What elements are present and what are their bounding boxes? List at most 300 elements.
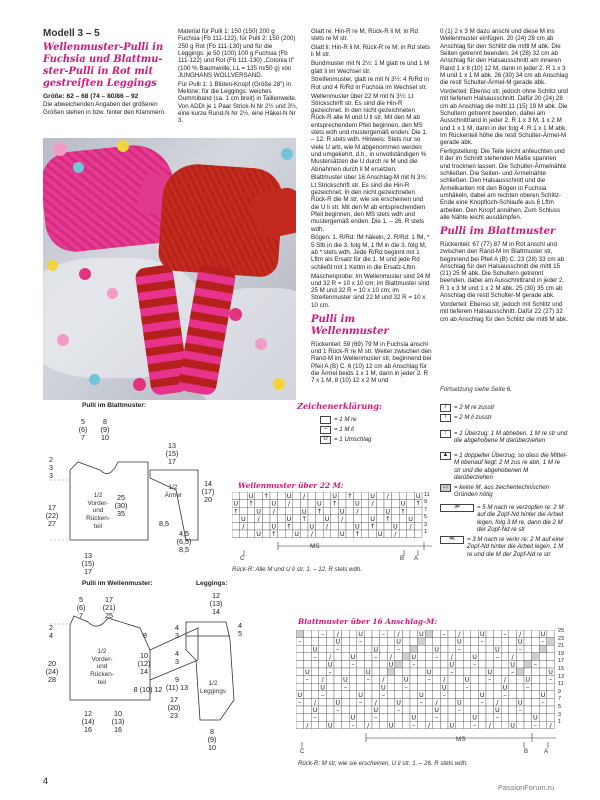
chart-cell-symbol: – <box>526 683 530 692</box>
chart-cell-symbol: U <box>419 630 424 639</box>
chart-cell <box>349 691 357 699</box>
chart-cell <box>478 714 486 722</box>
chart-cell <box>399 530 407 538</box>
dim: (21) <box>102 603 116 613</box>
chart-cell-symbol: U <box>301 507 307 516</box>
chart-cell <box>486 653 494 661</box>
chart-cell <box>357 706 365 714</box>
dim: 14 <box>212 607 220 617</box>
chart-cell <box>387 645 395 653</box>
chart-cell <box>293 492 301 500</box>
chart-cell <box>342 706 350 714</box>
chart-cell-symbol: U <box>381 683 386 692</box>
chart-cell <box>532 638 540 646</box>
chart-cell <box>486 645 494 653</box>
chart-cell <box>448 698 456 706</box>
chart-cell <box>501 668 509 676</box>
chart-cell <box>433 630 441 638</box>
row-number: 15 <box>558 665 564 672</box>
chart-cell-symbol: – <box>510 668 515 677</box>
chart-cell <box>349 706 357 714</box>
chart-cell <box>361 515 369 523</box>
chart-cell-symbol: U <box>335 698 341 707</box>
chart-cell-symbol: U <box>256 507 261 516</box>
chart-cell <box>463 630 471 638</box>
legend-item <box>440 452 568 481</box>
chart-cell-symbol: – <box>434 652 439 661</box>
dim: 35 <box>117 509 125 519</box>
chart-cell <box>387 714 395 722</box>
row-number: 9 <box>424 499 427 506</box>
chart-cell-symbol: – <box>518 645 522 654</box>
chart-cell <box>372 676 380 684</box>
chart-cell-symbol: / <box>374 698 377 707</box>
chart-cell <box>395 721 403 729</box>
chart-cell <box>376 507 384 515</box>
label-line: teil <box>97 678 107 686</box>
chart-cell-symbol: ↑ <box>233 507 239 516</box>
instruction-paragraph: Maschenprobe: Im Wellenmuster sind 24 M und 32 R = 10 x 10 cm; im Blattmuster sind 25 M und 32 R = 10 x 10 cm; im Streifenmuster sind 22 M und 32 R = 10 x 10 cm. <box>311 272 431 309</box>
chart-cell-symbol: U <box>517 637 523 646</box>
chart-cell <box>516 660 524 668</box>
dim: 8 <box>143 631 147 640</box>
chart-cell-symbol: U <box>472 713 477 722</box>
chart-cell <box>547 660 555 668</box>
chart-cell <box>440 668 448 676</box>
legend-item <box>440 404 568 412</box>
chart-cell <box>547 638 555 646</box>
chart-cell-symbol: – <box>419 698 424 707</box>
chart-cell <box>380 645 388 653</box>
chart-cell <box>486 660 494 668</box>
chart-cell-symbol: – <box>457 706 462 715</box>
chart-cell <box>440 714 448 722</box>
chart-cell <box>471 683 479 691</box>
chart-cell <box>418 668 426 676</box>
row-number: 3 <box>424 521 427 528</box>
chart-cell <box>380 714 388 722</box>
chart-cell <box>331 522 339 530</box>
label-line: 1/2 <box>97 648 107 655</box>
chart-cell-symbol: / <box>325 522 329 531</box>
chart-cell <box>410 706 418 714</box>
dim: 16 <box>114 725 122 735</box>
chart-cell <box>547 653 555 661</box>
chart-cell-symbol: – <box>366 675 370 684</box>
chart-cell <box>532 706 540 714</box>
row-number: 11 <box>558 681 564 688</box>
chart-cell <box>440 698 448 706</box>
chart-cell <box>311 676 319 684</box>
chart-cell <box>410 645 418 653</box>
chart-cell <box>516 676 524 684</box>
label-line: 1/2 <box>93 492 103 499</box>
chart-cell <box>532 668 540 676</box>
chart-cell <box>486 698 494 706</box>
chart-cell <box>448 691 456 699</box>
chart-cell <box>532 676 540 684</box>
chart-cell <box>304 630 312 638</box>
chart-cell <box>354 515 362 523</box>
chart-cell <box>319 653 327 661</box>
material-paragraph: Für Pulli 1: 1 Blüten-Knopf (Größe 28") in Melone; für die Leggings: weiches Gummiband (ca. 1 cm breit) in Taillenweite. Von ADDI je 1 Paar Strick-N Nr 2½ und 3½, eine kurze Rund-N Nr 2½, eine Häkel-N Nr 3. <box>178 80 298 125</box>
chart-cell <box>433 721 441 729</box>
chart-cell-symbol: U <box>449 660 455 669</box>
chart-cell-symbol: / <box>313 698 317 707</box>
chart-cell-symbol: / <box>549 721 552 730</box>
arrow-label-b: B <box>524 748 529 755</box>
chart-cell <box>471 706 479 714</box>
chart-cell-symbol: / <box>389 652 393 661</box>
chart-cell <box>334 653 342 661</box>
chart-cell-symbol: – <box>533 721 538 730</box>
chart-cell-symbol: – <box>351 660 355 669</box>
chart-cell <box>407 500 415 508</box>
chart-cell <box>380 706 388 714</box>
chart-cell-symbol: – <box>457 645 462 654</box>
no-stitch-symbol-icon: □ <box>440 484 451 492</box>
chart-cell <box>296 721 304 729</box>
chart-cell <box>402 714 410 722</box>
chart-cell-symbol: / <box>519 630 522 639</box>
chart-cell <box>532 653 540 661</box>
chart-cell <box>364 638 372 646</box>
legend-item <box>440 430 568 445</box>
material-paragraph: Material für Pulli 1: 150 (150) 200 g Fuchsia (Fb 111-122), für Pulli 2: 150 (200) 250 g Rot (Fb 111-130) und für die Leggings: je 50 (100) 100 g Fuchsia (Fb 111-122) und Rot (Fb 111-130) „Cotonia II" (100 % Baumwolle, LL = 135 m/50 g) von JUNGHANS WOLLVERSAND. <box>178 28 296 79</box>
chart-cell <box>425 706 433 714</box>
chart-cell <box>478 653 486 661</box>
chart-cell <box>326 638 334 646</box>
dim: 14 <box>204 479 212 488</box>
row-number: 23 <box>558 635 564 642</box>
dim: 8 <box>210 727 214 736</box>
chart-cell <box>308 492 316 500</box>
chart-cell <box>296 676 304 684</box>
chart-cell <box>433 668 441 676</box>
instruction-paragraph: Blattmuster über 16 Anschlag-M mit N 3½: Lt Strickschrift str. Es sind die Hin-R gezeichnet. In den nicht gezeichneten Rück-R die M str, wie sie erscheinen und die U li str. Mit den M ab entsprechendem Pfeil beginnen, den MS stets wdh und mustergemäß enden. Die 1. – 26. R stets wdh. <box>311 174 428 233</box>
chart-cell <box>240 530 248 538</box>
chart-cell <box>334 676 342 684</box>
chart-cell <box>262 507 270 515</box>
chart-cell <box>407 492 415 500</box>
chart-cell <box>433 638 441 646</box>
chart-cell <box>357 714 365 722</box>
chart-cell <box>539 653 547 661</box>
chart-cell <box>402 668 410 676</box>
instruction-paragraph: Rückenteil: 59 (69) 79 M in Fuchsia anschl und 1 Rück-R re M str. Weiter zwischen den Rand-M im Wellenmuster str, beginnend bei Pfeil A (B) C. 6 (10) 12 cm ab Anschlag für die Ärmel beids 1 x 1 M, dann in jeder 2. R 7 x 1 M, 8 (10) 12 x 2 M und <box>311 340 432 385</box>
chart-cell <box>342 638 350 646</box>
chart-cell <box>494 676 502 684</box>
chart-cell <box>387 638 395 646</box>
dim: 12 <box>84 709 92 718</box>
dim: 28 <box>48 675 56 685</box>
chart-cell <box>331 530 339 538</box>
legend-text: = 1 doppelter Überzug, so dass die Mittel-M obenauf liegt: 2 M zus re abh, 1 M re str und die abgehobenen M darüberziehen <box>454 452 567 481</box>
chart-cell <box>364 653 372 661</box>
dim: (6) <box>78 425 88 435</box>
chart-cell-symbol: – <box>374 713 378 722</box>
chart-cell-symbol: ↑ <box>301 514 307 523</box>
chart-cell <box>364 660 372 668</box>
chart-cell <box>349 668 357 676</box>
chart-cell-symbol: U <box>294 530 299 538</box>
label-line: und <box>96 663 108 671</box>
chart-cell <box>407 530 415 538</box>
chart-cell <box>448 706 456 714</box>
chart-cell <box>392 515 400 523</box>
chart-cell-symbol: U <box>457 698 462 707</box>
chart-cell <box>304 698 312 706</box>
chart-cell <box>364 698 372 706</box>
chart-cell <box>387 706 395 714</box>
chart-cell <box>278 515 286 523</box>
chart-cell <box>410 630 418 638</box>
double-decrease-symbol-icon: ▲ <box>440 452 451 460</box>
row-number: 3 <box>558 711 561 718</box>
title-line: ster-Pulli in Rot mit <box>43 65 154 77</box>
chart-cell <box>342 691 350 699</box>
chart-cell <box>372 668 380 676</box>
arrow-label-a: A <box>414 555 419 562</box>
chart-cell <box>456 721 464 729</box>
chart-cell <box>524 698 532 706</box>
chart-cell <box>418 660 426 668</box>
dim: 17 <box>105 595 113 604</box>
dim: 5 <box>238 629 242 639</box>
chart-cell <box>539 668 547 676</box>
chart-cell <box>384 522 392 530</box>
chart-cell <box>354 492 362 500</box>
chart-cell <box>357 676 365 684</box>
chart-cell <box>342 668 350 676</box>
chart-cell <box>494 691 502 699</box>
chart-cell <box>433 683 441 691</box>
row-number: 7 <box>558 696 561 703</box>
chart-cell-symbol: U <box>365 668 371 677</box>
chart-cell <box>448 638 456 646</box>
chart-cell <box>240 492 248 500</box>
chart-cell-symbol: – <box>320 690 325 699</box>
chart-cell <box>308 515 316 523</box>
chart-cell <box>357 721 365 729</box>
chart-cell-symbol: / <box>503 675 507 684</box>
chart-cell <box>338 492 346 500</box>
dim: 7 <box>79 611 83 621</box>
chart-cell <box>425 698 433 706</box>
chart-cell <box>293 522 301 530</box>
chart-cell <box>399 522 407 530</box>
chart-cell <box>278 500 286 508</box>
chart-cell-symbol: – <box>305 675 310 684</box>
label-line: Ärmel <box>164 491 182 499</box>
chart-cell-symbol: U <box>256 530 261 538</box>
chart-cell <box>387 668 395 676</box>
chart-cell-symbol: / <box>458 630 461 639</box>
chart-cell <box>361 507 369 515</box>
dim: 10 <box>208 743 216 753</box>
chart-cell-symbol: / <box>341 514 344 523</box>
dim: 20 <box>204 495 212 505</box>
chart-cell <box>509 714 517 722</box>
chart-cell <box>463 698 471 706</box>
dim: 10 <box>101 433 109 443</box>
chart-cell <box>414 522 422 530</box>
dim: 3 <box>175 657 179 667</box>
chart-cell <box>319 645 327 653</box>
chart-cell <box>319 668 327 676</box>
chart-cell <box>380 668 388 676</box>
chart-cell <box>338 522 346 530</box>
chart-cell <box>334 721 342 729</box>
chart-cell-symbol: – <box>434 713 439 722</box>
chart-cell-symbol: U <box>327 721 333 730</box>
chart-cell <box>311 668 319 676</box>
dim: 14 <box>140 667 148 677</box>
chart-cell <box>486 706 494 714</box>
arrow-label-c: C <box>300 748 305 755</box>
stitch-chart-blatt <box>296 630 556 730</box>
chart-cell <box>357 660 365 668</box>
label-line: 1/2 <box>168 484 178 491</box>
chart-markers-blatt <box>296 730 556 754</box>
chart-cell-symbol: U <box>408 514 413 523</box>
chart-cell-symbol: – <box>465 683 469 692</box>
chart-cell <box>304 706 312 714</box>
chart-cell <box>387 698 395 706</box>
instruction-paragraph: Wellenmuster über 22 M mit N 3½: Lt Strickschrift str. Es sind die Hin-R gezeichnet. In den nicht gezeichneten Rück-R alle M und U li str. Mit den M ab entsprechendem Pfeil beginnen, den MS stets wdh und mustergemäß enden. Die 1. – 12. R stets wdh. Hinweis: Stets nur so viele U arb, wie M abgenommen werden und umgekehrt, d.h., in unvollständigen % Mustersätzen die U durch re M und die Abnahmen durch li M ersetzen. <box>311 92 428 173</box>
chart-cell-symbol: U <box>370 492 375 501</box>
chart-cell <box>338 500 346 508</box>
chart-cell <box>478 668 486 676</box>
chart-cell <box>440 660 448 668</box>
chart-cell-symbol: / <box>356 507 359 516</box>
dim: 17 <box>48 503 56 512</box>
chart-cell-symbol: ↑ <box>316 507 323 516</box>
chart-cell <box>524 714 532 722</box>
chart-cell-symbol: – <box>404 683 408 692</box>
chart-cell <box>418 638 426 646</box>
chart-cell-symbol: – <box>313 713 317 722</box>
chart-cell <box>342 698 350 706</box>
chart-cell <box>448 645 456 653</box>
chart-cell <box>392 500 400 508</box>
chart-cell <box>395 691 403 699</box>
chart-cell <box>516 691 524 699</box>
chart-cell-symbol: – <box>503 630 507 639</box>
chart-cell <box>456 668 464 676</box>
legend-item <box>440 414 568 422</box>
dim: 13 <box>84 551 92 560</box>
chart-cell-symbol: ↑ <box>385 514 391 523</box>
chart-cell <box>501 714 509 722</box>
chart-cell <box>425 691 433 699</box>
chart-cell-symbol: U <box>396 698 401 707</box>
chart-cell-symbol: / <box>488 721 491 730</box>
continuation-note: Fortsetzung siehe Seite 6. <box>440 386 512 393</box>
dim: (9) <box>100 425 110 435</box>
watermark: PassionForum.ru <box>498 783 555 792</box>
chart-cell <box>395 683 403 691</box>
chart-cell-symbol: U <box>373 645 379 654</box>
chart-cell <box>349 676 357 684</box>
dim: 10 <box>140 651 148 660</box>
chart-cell <box>433 691 441 699</box>
chart-title-wellen: Wellenmuster über 22 M: <box>238 481 344 490</box>
chart-cell <box>369 507 377 515</box>
chart-cell <box>501 721 509 729</box>
chart-cell <box>395 660 403 668</box>
chart-cell <box>364 645 372 653</box>
chart-cell <box>285 507 293 515</box>
chart-cell <box>326 714 334 722</box>
dim: 20 <box>48 659 56 668</box>
chart-cell <box>395 676 403 684</box>
chart-cell-symbol: – <box>381 690 386 699</box>
dim: 8,5 <box>179 545 189 555</box>
chart-title-blatt: Blattmuster über 16 Anschlag-M: <box>298 617 438 626</box>
chart-cell <box>380 660 388 668</box>
ms-label: MS <box>456 736 466 743</box>
chart-cell <box>323 500 331 508</box>
chart-cell <box>384 530 392 538</box>
chart-cell <box>395 714 403 722</box>
chart-cell <box>316 492 324 500</box>
dim: 4 <box>175 649 179 658</box>
chart-cell-symbol: / <box>287 499 291 508</box>
yarn-over-symbol-icon: U <box>320 436 331 444</box>
chart-cell <box>319 714 327 722</box>
chart-cell <box>296 706 304 714</box>
dim: 16 <box>84 725 92 735</box>
legend-item <box>440 536 568 558</box>
chart-cell <box>334 660 342 668</box>
chart-cell-symbol: U <box>464 675 470 684</box>
section-heading-wellen: Pulli im Wellenmuster <box>311 314 389 337</box>
chart-cell <box>456 676 464 684</box>
chart-cell <box>304 660 312 668</box>
chart-cell <box>516 683 524 691</box>
chart-cell <box>501 698 509 706</box>
chart-cell <box>402 660 410 668</box>
chart-cell-symbol: / <box>310 530 313 538</box>
dim: (22) <box>45 511 59 521</box>
chart-cell <box>463 638 471 646</box>
chart-cell-symbol: U <box>403 675 409 684</box>
chart-cell-symbol: U <box>377 530 383 538</box>
chart-cell <box>516 721 524 729</box>
chart-cell-symbol: U <box>339 530 345 538</box>
chart-cell <box>494 630 502 638</box>
chart-cell <box>478 660 486 668</box>
chart-cell-symbol: / <box>303 492 306 501</box>
chart-cell <box>456 714 464 722</box>
chart-caption-blatt: Rück-R: M str, wie sie erscheinen, U li str. 1. – 26. R stets wdh. <box>298 760 468 767</box>
chart-cell <box>232 522 240 530</box>
chart-cell <box>509 698 517 706</box>
chart-cell <box>319 638 327 646</box>
chart-cell <box>357 668 365 676</box>
chart-cell <box>402 630 410 638</box>
chart-cell-symbol: / <box>321 675 324 684</box>
chart-cell <box>399 515 407 523</box>
chart-cell <box>278 507 286 515</box>
chart-cell <box>494 638 502 646</box>
chart-cell <box>509 691 517 699</box>
chart-cell <box>471 698 479 706</box>
purl-symbol-icon: – <box>320 426 331 434</box>
chart-cell-symbol: ↑ <box>248 499 254 508</box>
chart-cell-symbol: – <box>533 660 538 669</box>
